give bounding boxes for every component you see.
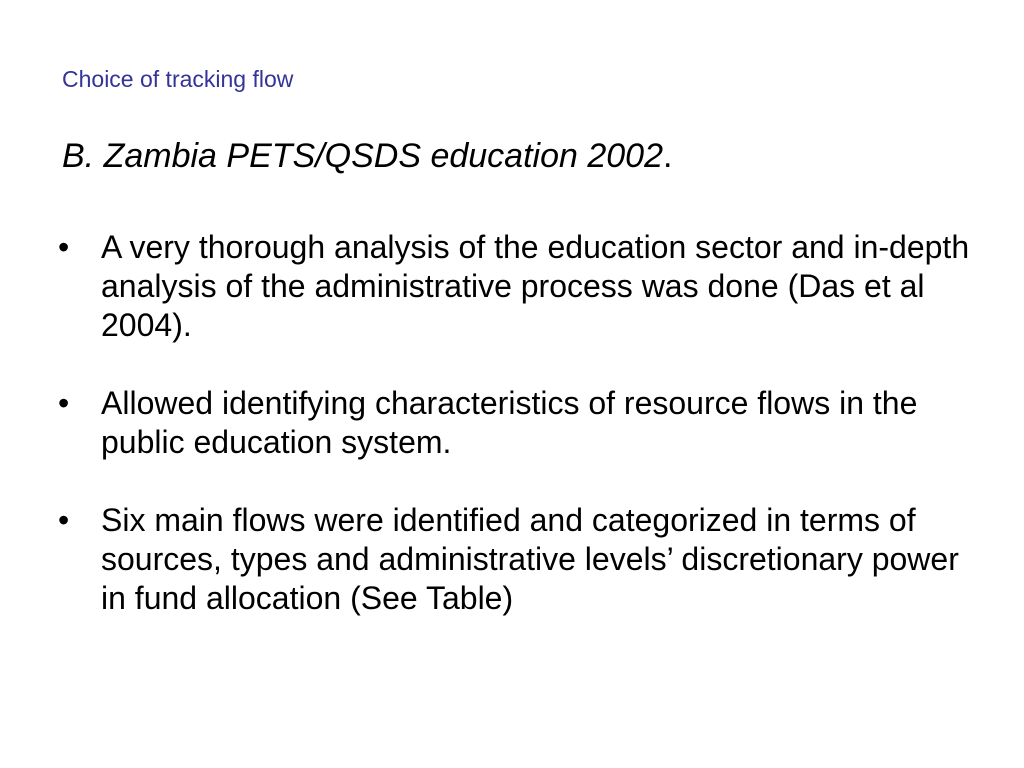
- bullet-icon: •: [58, 502, 70, 538]
- bullet-icon: •: [58, 229, 70, 265]
- bullet-text: Allowed identifying characteristics of resource flows in the public education system.: [101, 385, 918, 460]
- slide-subtitle: [62, 134, 672, 178]
- bullet-list: [58, 228, 978, 618]
- bullet-item: [58, 384, 978, 462]
- bullet-icon: •: [58, 385, 70, 421]
- bullet-item: [58, 228, 978, 345]
- bullet-text: Six main flows were identified and categorized in terms of sources, types and administrative levels’ discretionary power in fund allocation (See Table): [101, 502, 959, 616]
- slide-title: Choice of tracking flow: [62, 66, 294, 92]
- subtitle-text: B. Zambia PETS/QSDS education 2002: [62, 137, 663, 175]
- bullet-text: A very thorough analysis of the education sector and in-depth analysis of the administrative process was done (Das et al 2004).: [101, 229, 970, 343]
- bullet-item: [58, 501, 978, 618]
- subtitle-period: .: [662, 137, 673, 175]
